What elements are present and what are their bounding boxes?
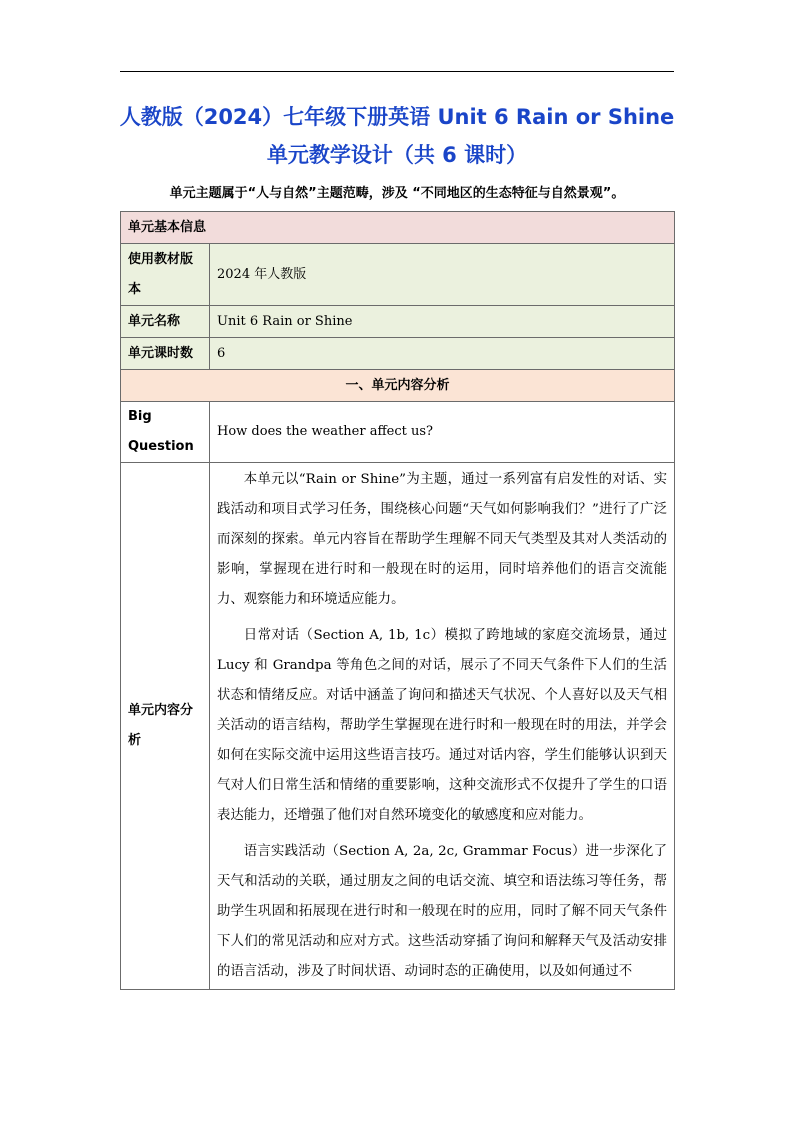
table-row <box>121 338 675 370</box>
unit-analysis-label: 单元内容分析 <box>128 703 194 748</box>
big-question-row <box>121 402 675 463</box>
row-label-lesson-count: 单元课时数 <box>128 345 194 361</box>
analysis-paragraph-3: 语言实践活动（Section A, 2a, 2c, Grammar Focus）进一步深化了天气和活动的关联，通过朋友之间的电话交流、填空和语法练习等任务，帮助学生巩固和拓展现在进行时和一般现在时的应用，同时了解不同天气条件下人们的常见活动和应对方式。这些活动穿插了询问和解释天气及活动安排的语言活动，涉及了时间状语、动词时态的正确使用，以及如何通过不 <box>217 844 668 979</box>
unit-analysis-row <box>121 463 675 990</box>
document-title: 人教版（2024）七年级下册英语 Unit 6 Rain or Shine 单元教学设计（共 6 课时） <box>119 105 675 167</box>
analysis-paragraph-2: 日常对话（Section A, 1b, 1c）模拟了跨地域的家庭交流场景，通过 Lucy 和 Grandpa 等角色之间的对话，展示了不同天气条件下人们的生活状态和情绪反应。对话中涵盖了询问和描述天气状况、个人喜好以及天气相关活动的语言结构，帮助学生掌握现在进行时和一般现在时的用法，并学会如何在实际交流中运用这些语言技巧。通过对话内容，学生们能够认识到天气对人们日常生活和情绪的重要影响，这种交流形式不仅提升了学生的口语表达能力，还增强了他们对自然环境变化的敏感度和应对能力。 <box>217 628 668 823</box>
big-question-value: How does the weather affect us? <box>217 424 434 439</box>
section-basic-info-heading: 单元基本信息 <box>128 219 207 235</box>
section-analysis-row <box>121 370 675 402</box>
row-label-textbook-edition: 使用教材版本 <box>128 251 194 297</box>
row-label-unit-name: 单元名称 <box>128 313 181 329</box>
row-value-unit-name: Unit 6 Rain or Shine <box>217 313 353 329</box>
header-rule <box>120 71 674 72</box>
row-value-lesson-count: 6 <box>217 345 226 361</box>
document-subtitle: 单元主题属于“人与自然”主题范畴，涉及 “不同地区的生态特征与自然景观”。 <box>169 186 625 201</box>
table-row <box>121 244 675 306</box>
row-value-textbook-edition: 2024 年人教版 <box>217 266 307 282</box>
analysis-paragraph-1: 本单元以“Rain or Shine”为主题，通过一系列富有启发性的对话、实践活动和项目式学习任务，围绕核心问题“天气如何影响我们？”进行了广泛而深刻的探索。单元内容旨在帮助学生理解不同天气类型及其对人类活动的影响，掌握现在进行时和一般现在时的运用，同时培养他们的语言交流能力、观察能力和环境适应能力。 <box>217 472 668 607</box>
table-row <box>121 306 675 338</box>
unit-plan-table <box>120 211 675 990</box>
section-basic-info-row <box>121 212 675 244</box>
big-question-label: Big Question <box>128 409 194 454</box>
section-analysis-heading: 一、单元内容分析 <box>345 377 450 393</box>
